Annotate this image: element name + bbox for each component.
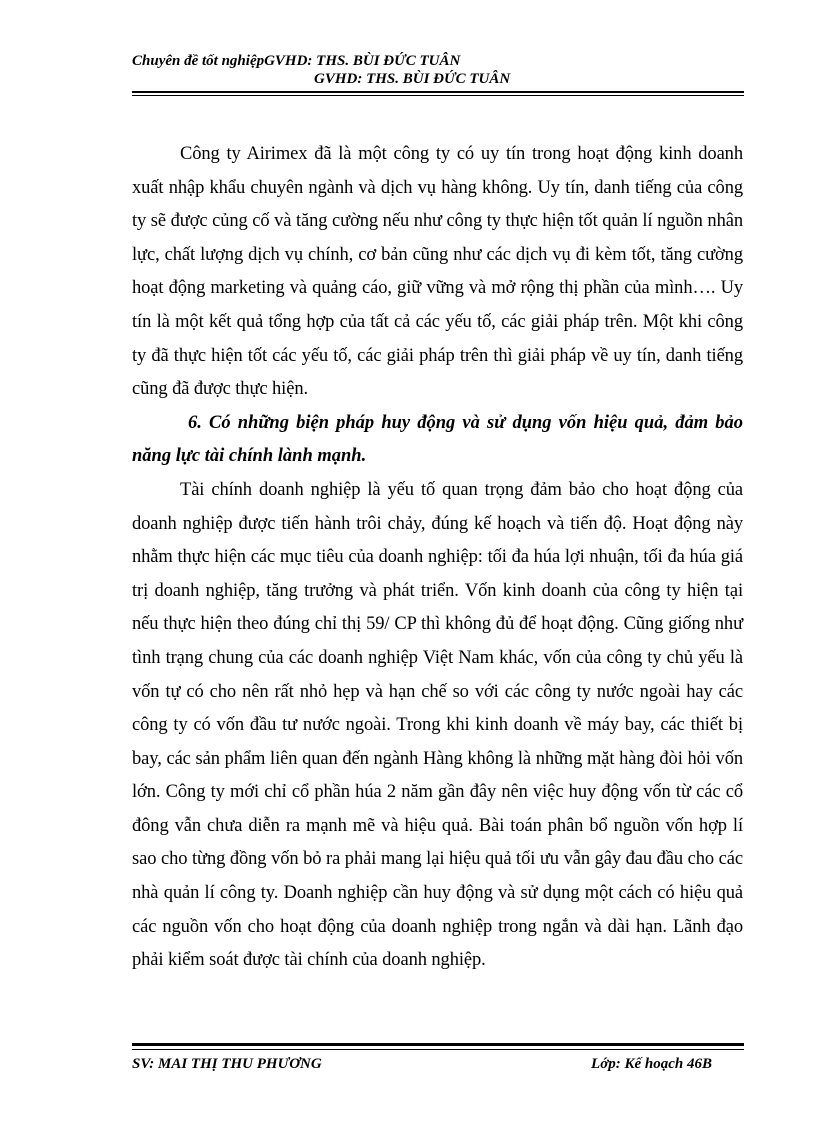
paragraph-finance: Tài chính doanh nghiệp là yếu tố quan trọng đảm bảo cho hoạt động của doanh nghiệp được tiến hành trôi chảy, đúng kế hoạch và tiến độ. Hoạt động này nhằm thực hiện các mục tiêu của doanh nghiệp: tối đa húa lợi nhuận, tối đa húa giá trị doanh nghiệp, tăng trưởng và phát triển. Vốn kinh doanh của công ty hiện tại nếu thực hiện theo đúng chỉ thị 59/ CP thì không đủ để hoạt động. Cũng giống như tình trạng chung của các doanh nghiệp Việt Nam khác, vốn của công ty chủ yếu là vốn tự có cho nên rất nhỏ hẹp và hạn chế so với các công ty nước ngoài hay các công ty có vốn đầu tư nước ngoài. Trong khi kinh doanh về máy bay, các thiết bị bay, các sản phẩm liên quan đến ngành Hàng không là những mặt hàng đòi hỏi vốn lớn. Công ty mới chỉ cổ phần húa 2 năm gần đây nên việc huy động vốn từ các cổ đông vẫn chưa diễn ra mạnh mẽ và hiệu quả. Bài toán phân bổ nguồn vốn hợp lí sao cho từng đồng vốn bỏ ra phải mang lại hiệu quả tối ưu vẫn gây đau đầu cho các nhà quản lí công ty. Doanh nghiệp cần huy động và sử dụng một cách có hiệu quả các nguồn vốn cho hoạt động của doanh nghiệp trong ngắn và dài hạn. Lãnh đạo phải kiểm soát được tài chính của doanh nghiệp.: [132, 479, 743, 971]
paragraph-reputation: Công ty Airimex đã là một công ty có uy tín trong hoạt động kinh doanh xuất nhập khẩu chuyên ngành và dịch vụ hàng không. Uy tín, danh tiếng của công ty sẽ được củng cố và tăng cường nếu như công ty thực hiện tốt quản lí nguồn nhân lực, chất lượng dịch vụ chính, cơ bản cũng như các dịch vụ đi kèm tốt, tăng cường hoạt động marketing và quảng cáo, giữ vững và mở rộng thị phần của mình…. Uy tín là một kết quả tổng hợp của tất cả các yếu tố, các giải pháp trên. Một khi công ty đã thực hiện tốt các yếu tố, các giải pháp trên thì giải pháp về uy tín, danh tiếng cũng đã được thực hiện.: [132, 144, 743, 400]
footer-class: Lớp: Kế hoạch 46B: [591, 1056, 712, 1072]
document-body: [132, 138, 743, 978]
page-footer: [132, 1043, 744, 1083]
header-title: Chuyên đề tốt nghiệpGVHD: THS. BÙI ĐỨC TUÂN: [132, 53, 461, 69]
footer-rule: [132, 1043, 744, 1046]
header-rule: [132, 91, 744, 93]
footer-rule-thin: [132, 1049, 744, 1050]
section-heading: 6. Có những biện pháp huy động và sử dụng vốn hiệu quả, đảm bảo năng lực tài chính lành mạnh.: [132, 412, 743, 467]
header-advisor: GVHD: THS. BÙI ĐỨC TUÂN: [314, 71, 511, 87]
header-rule-thin: [132, 95, 744, 96]
footer-student: SV: MAI THỊ THU PHƯƠNG: [132, 1056, 322, 1072]
